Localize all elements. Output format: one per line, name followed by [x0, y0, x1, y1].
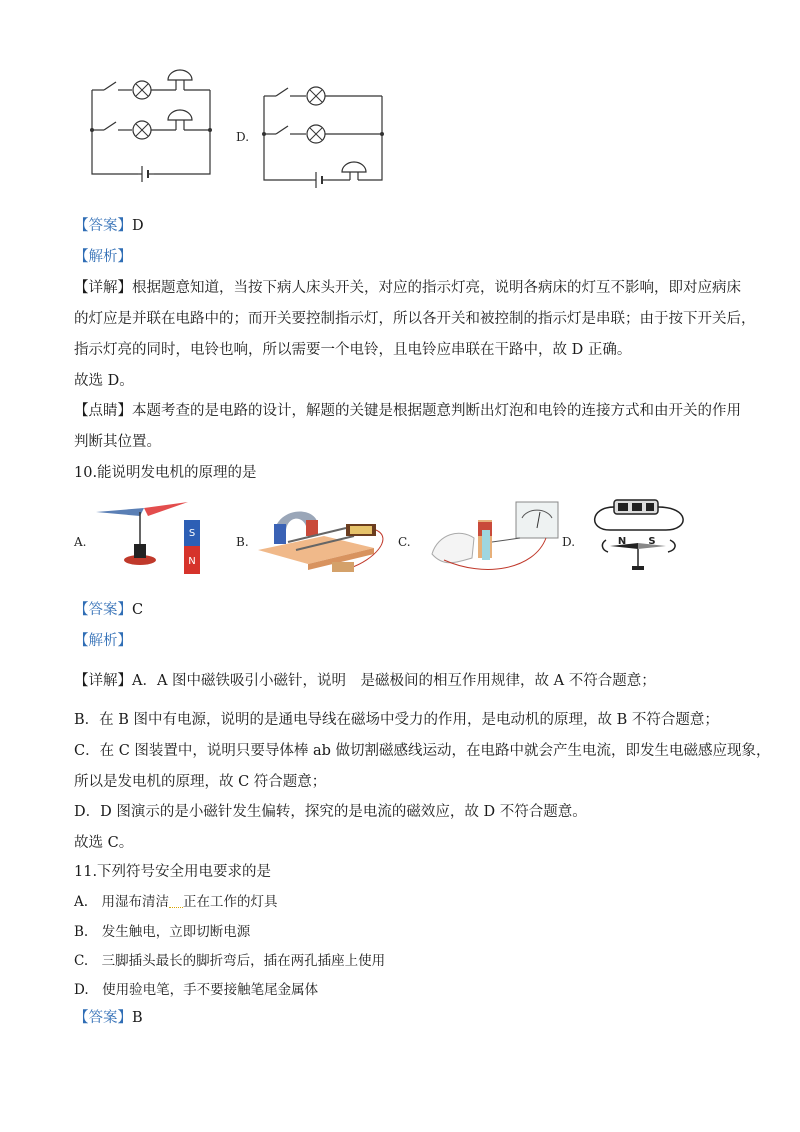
q10-detail-line-c2: 所以是发电机的原理，故 C 符合题意；	[74, 774, 327, 790]
q9-detail-line-1: 【详解】根据题意知道，当按下病人床头开关，对应的指示灯亮，说明各病床的灯互不影响，即对应病床	[74, 280, 741, 296]
q10-option-b-figure	[254, 498, 394, 578]
q11-option-c: C. 三脚插头最长的脚折弯后，插在两孔插座上使用	[74, 953, 386, 969]
q10-detail-line-c: C．在 C 图装置中，说明只要导体棒 ab 做切割磁感线运动，在电路中就会产生电流，即发生电磁感应现象，	[74, 743, 771, 759]
q9-detail-line-2: 的灯应是并联在电路中的；而开关要控制指示灯，所以各开关和被控制的指示灯是串联；由于按下开关后，	[74, 311, 756, 327]
q11-option-b: B. 发生触电，立即切断电源	[74, 924, 251, 940]
answer-value: B	[132, 1010, 143, 1026]
q10-option-a-label: A.	[74, 535, 87, 549]
q10-option-a-figure	[92, 498, 222, 578]
q11-option-a: A. 用湿布清洁 正在工作的灯具	[74, 894, 278, 910]
q10-option-d-figure	[586, 494, 696, 578]
needle-pole-right: S	[648, 536, 656, 547]
detail-label: 【详解】	[74, 673, 132, 689]
q10-analysis-label: 【解析】	[74, 633, 132, 649]
answer-label: 【答案】	[74, 602, 132, 618]
q10-stem: 10.能说明发电机的原理的是	[74, 465, 257, 481]
answer-value: D	[132, 218, 144, 234]
magnet-pole-bottom: N	[188, 556, 196, 567]
q10-answer	[74, 600, 143, 620]
magnet-pole-top: S	[188, 528, 196, 539]
q10-option-c-figure	[424, 498, 564, 578]
q10-detail-line-b: B．在 B 图中有电源，说明的是通电导线在磁场中受力的作用，是电动机的原理，故 B 不符合题意；	[74, 712, 719, 728]
answer-label: 【答案】	[74, 218, 132, 234]
q11-option-d: D. 使用验电笔，手不要接触笔尾金属体	[74, 982, 319, 998]
q11-answer	[74, 1008, 143, 1028]
q9-comment-line-1: 【点睛】本题考查的是电路的设计，解题的关键是根据题意判断出灯泡和电铃的连接方式和由开关的作用	[74, 403, 741, 419]
q11-stem: 11.下列符号安全用电要求的是	[74, 864, 272, 880]
needle-pole-left: N	[617, 536, 627, 547]
answer-label: 【答案】	[74, 1010, 132, 1026]
q10-detail-line-d: D．D 图演示的是小磁针发生偏转，探究的是电流的磁效应，故 D 不符合题意。	[74, 804, 587, 820]
q9-comment-line-2: 判断其位置。	[74, 434, 161, 450]
q9-conclusion: 故选 D。	[74, 373, 134, 389]
q10-option-b-label: B.	[236, 535, 249, 549]
detail-label: 【详解】	[74, 280, 132, 296]
circuit-diagram-c	[80, 66, 220, 186]
q9-answer	[74, 216, 144, 236]
q10-detail-line-a: 【详解】A．A 图中磁铁吸引小磁针，说明 是磁极间的相互作用规律，故 A 不符合题意；	[74, 673, 656, 689]
q10-option-d-label: D.	[562, 535, 576, 549]
blank-mark	[169, 895, 183, 908]
q10-option-c-label: C.	[398, 535, 411, 549]
q9-detail-line-3: 指示灯亮的同时，电铃也响，所以需要一个电铃，且电铃应串联在干路中，故 D 正确。	[74, 342, 632, 358]
circuit-diagram-d	[254, 76, 394, 196]
comment-label: 【点睛】	[74, 403, 132, 419]
answer-value: C	[132, 602, 144, 618]
q10-conclusion: 故选 C。	[74, 835, 134, 851]
q9-analysis-label: 【解析】	[74, 249, 132, 265]
option-d-label: D.	[236, 130, 250, 144]
